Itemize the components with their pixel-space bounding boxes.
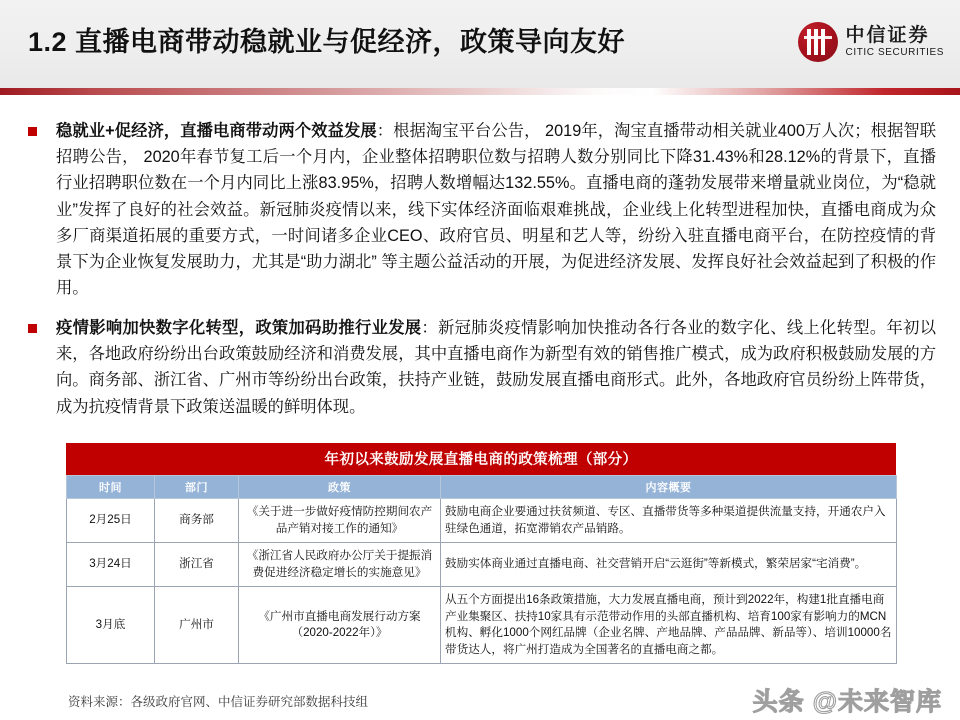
paragraph-2-body: ：新冠肺炎疫情影响加快推动各行各业的数字化、线上化转型。年初以来，各地政府纷纷出台政策鼓励经济和消费发展，其中直播电商作为新型有效的销售推广模式，成为政府积极鼓励发展的方向。商务部、浙江省、广州市等纷纷出台政策，扶持产业链，鼓励发展直播电商形式。此外，各地政府官员纷纷上阵带货，成为抗疫情背景下政策送温暖的鲜明体现。	[56, 319, 936, 416]
col-header-summary: 内容概要	[441, 476, 897, 499]
cell-policy: 《浙江省人民政府办公厅关于提振消费促进经济稳定增长的实施意见》	[239, 543, 441, 587]
source-note: 资料来源：各级政府官网、中信证券研究部数据科技组	[68, 695, 369, 709]
cell-dept: 浙江省	[155, 543, 239, 587]
logo-english-name: CITIC SECURITIES	[845, 46, 944, 58]
cell-policy: 《广州市直播电商发展行动方案（2020-2022年）》	[239, 587, 441, 664]
cell-policy: 《关于进一步做好疫情防控期间农产品产销对接工作的通知》	[239, 499, 441, 543]
logo-chinese-name: 中信证券	[845, 24, 930, 46]
table-row	[67, 499, 897, 543]
citic-securities-logo	[798, 22, 945, 62]
policy-table-block	[66, 443, 896, 664]
paragraph-1-lead: 稳就业+促经济，直播电商带动两个效益发展	[56, 122, 377, 140]
cell-dept: 广州市	[155, 587, 239, 664]
paragraph-2-text	[56, 315, 936, 420]
cell-dept: 商务部	[155, 499, 239, 543]
table-row	[67, 543, 897, 587]
col-header-time: 时间	[67, 476, 155, 499]
watermark-text: 头条 @未来智库	[752, 688, 942, 716]
paragraph-2-lead: 疫情影响加快数字化转型，政策加码助推行业发展	[56, 319, 422, 337]
col-header-dept: 部门	[155, 476, 239, 499]
header-divider-rule	[0, 88, 960, 95]
body-paragraph-1	[28, 118, 936, 301]
paragraph-1-text	[56, 118, 936, 301]
table-header-row	[67, 476, 897, 499]
policy-table-title: 年初以来鼓励发展直播电商的政策梳理（部分）	[66, 443, 896, 475]
bullet-square-icon	[28, 127, 37, 136]
cell-time: 3月底	[67, 587, 155, 664]
policy-table	[66, 475, 897, 664]
cell-summary: 鼓励电商企业要通过扶贫频道、专区、直播带货等多种渠道提供流量支持，开通农户入驻绿色通道，拓宽滞销农产品销路。	[441, 499, 897, 543]
cell-time: 2月25日	[67, 499, 155, 543]
body-paragraph-2	[28, 315, 936, 420]
bullet-square-icon	[28, 324, 37, 333]
col-header-policy: 政策	[239, 476, 441, 499]
cell-summary: 从五个方面提出16条政策措施，大力发展直播电商，预计到2022年，构建1批直播电商产业集聚区、扶持10家具有示范带动作用的头部直播机构、培育100家有影响力的MCN机构、孵化1000个网红品牌（企业名牌、产地品牌、产品品牌、新品等）、培训10000名带货达人，将广州打造成为全国著名的直播电商之都。	[441, 587, 897, 664]
slide-header	[0, 0, 960, 88]
table-row	[67, 587, 897, 664]
page-title: 1.2 直播电商带动稳就业与促经济，政策导向友好	[28, 27, 626, 57]
paragraph-1-body: ：根据淘宝平台公告， 2019年，淘宝直播带动相关就业400万人次；根据智联招聘公告， 2020年春节复工后一个月内，企业整体招聘职位数与招聘人数分别同比下降31.43%和28.12%的背景下，直播行业招聘职位数在一个月内同比上涨83.95%，招聘人数增幅达132.55%。直播电商的蓬勃发展带来增量就业岗位，为“稳就业”发挥了良好的社会效益。新冠肺炎疫情以来，线下实体经济面临艰难挑战，企业线上化转型进程加快，直播电商成为众多厂商渠道拓展的重要方式，一时间诸多企业CEO、政府官员、明星和艺人等，纷纷入驻直播电商平台，在防控疫情的背景下为企业恢复发展助力，尤其是“助力湖北” 等主题公益活动的开展，为促进经济发展、发挥良好社会效益起到了积极的作用。	[56, 122, 936, 298]
cell-summary: 鼓励实体商业通过直播电商、社交营销开启“云逛街”等新模式，繁荣居家“宅消费”。	[441, 543, 897, 587]
citic-emblem-icon	[798, 22, 838, 62]
cell-time: 3月24日	[67, 543, 155, 587]
logo-text-block	[846, 26, 945, 58]
